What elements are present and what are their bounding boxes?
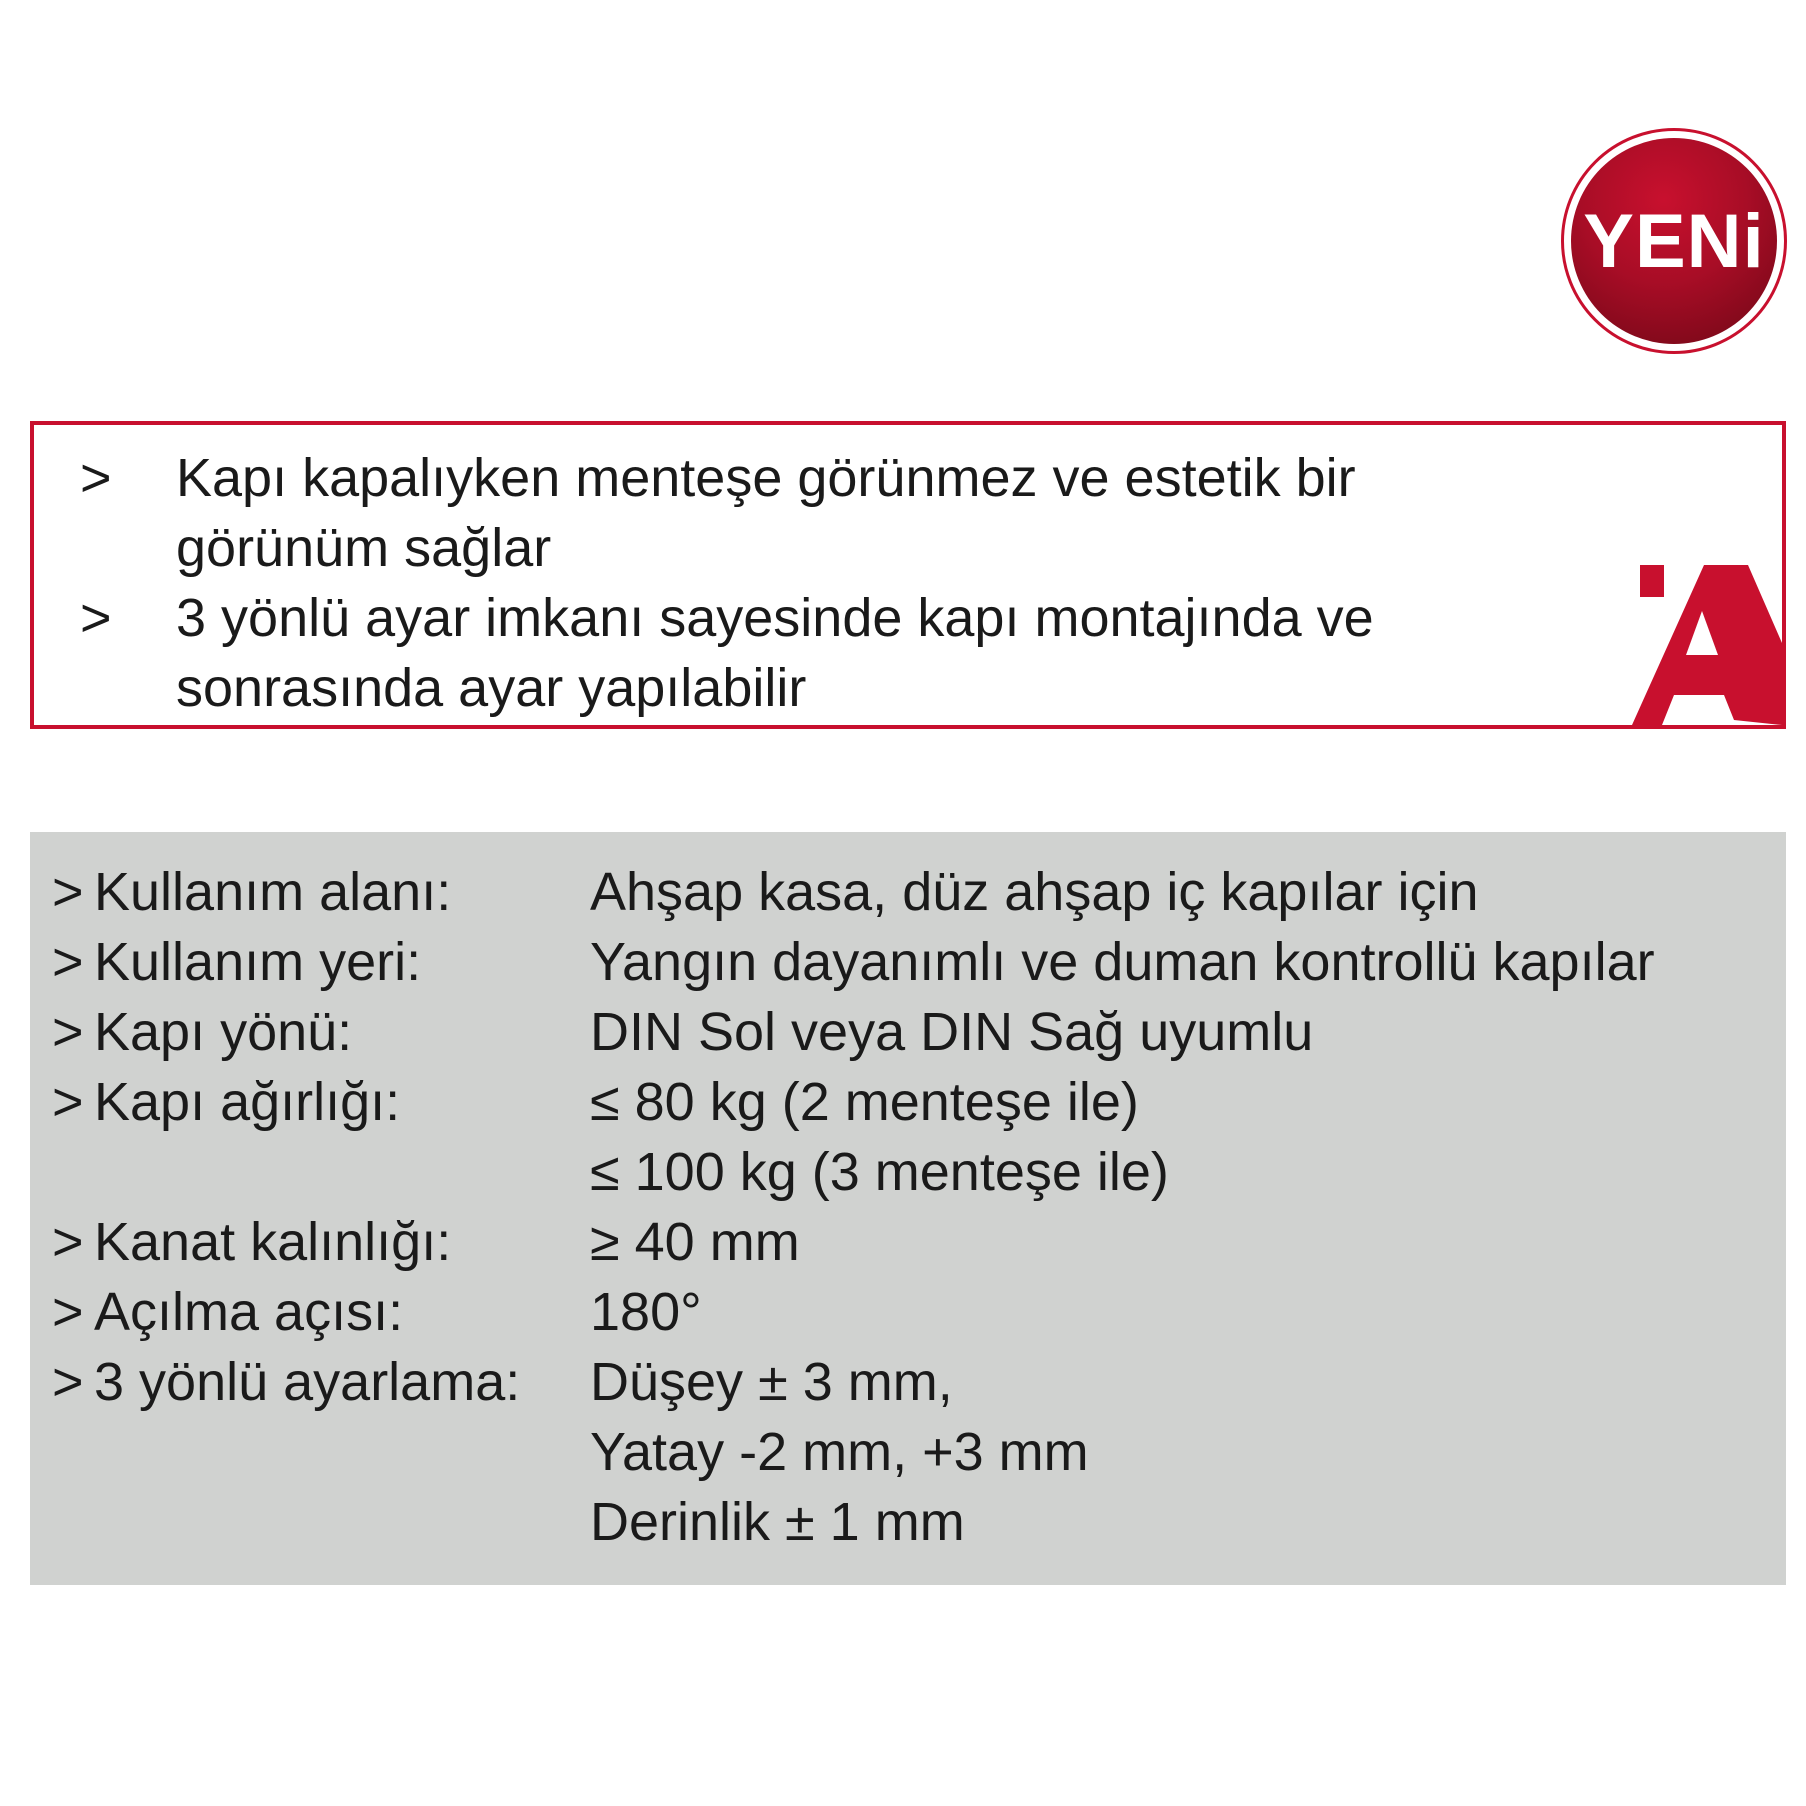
feature-box — [30, 421, 1786, 729]
bullet-marker: > — [80, 588, 112, 648]
spec-label: Kullanım alanı: — [94, 862, 452, 922]
bullet-marker: > — [52, 1212, 84, 1272]
bullet-marker: > — [52, 1282, 84, 1342]
spec-values — [590, 1277, 1740, 1347]
spec-value: Ahşap kasa, düz ahşap iç kapılar için — [590, 862, 1479, 922]
bullet-marker: > — [52, 862, 84, 922]
spec-row — [52, 997, 1740, 1067]
spec-values — [590, 857, 1740, 927]
spec-table — [52, 857, 1740, 1557]
spec-value: ≤ 80 kg (2 menteşe ile) — [590, 1072, 1139, 1132]
spec-value: DIN Sol veya DIN Sağ uyumlu — [590, 1002, 1314, 1062]
spec-label: 3 yönlü ayarlama: — [94, 1352, 521, 1412]
spec-row — [52, 927, 1740, 997]
bullet-marker: > — [80, 448, 112, 508]
spec-value: Derinlik ± 1 mm — [590, 1492, 965, 1552]
feature-list — [80, 443, 1640, 723]
spec-row — [52, 1207, 1740, 1277]
spec-value: 180° — [590, 1282, 702, 1342]
bullet-marker: > — [52, 1072, 84, 1132]
spec-row — [52, 857, 1740, 927]
spec-values — [590, 997, 1740, 1067]
bullet-marker: > — [52, 1352, 84, 1412]
spec-value: Düşey ± 3 mm, — [590, 1352, 953, 1412]
new-badge-circle — [1571, 138, 1777, 344]
spec-label: Kapı yönü: — [94, 1002, 353, 1062]
new-badge — [1561, 128, 1787, 354]
spec-value: ≤ 100 kg (3 menteşe ile) — [590, 1142, 1169, 1202]
feature-text: Kapı kapalıyken menteşe görünmez ve estetik bir görünüm sağlar — [176, 448, 1356, 578]
bullet-marker: > — [52, 932, 84, 992]
spec-value: Yatay -2 mm, +3 mm — [590, 1422, 1089, 1482]
feature-item — [80, 443, 1640, 583]
spec-values — [590, 1347, 1740, 1557]
feature-item — [80, 583, 1640, 723]
spec-row — [52, 1067, 1740, 1207]
brand-logo-icon — [1632, 565, 1782, 725]
feature-text: 3 yönlü ayar imkanı sayesinde kapı montajında ve sonrasında ayar yapılabilir — [176, 588, 1374, 718]
spec-values — [590, 1207, 1740, 1277]
new-badge-text: YENi — [1583, 198, 1765, 284]
spec-row — [52, 1277, 1740, 1347]
spec-label: Açılma açısı: — [94, 1282, 404, 1342]
spec-label: Kullanım yeri: — [94, 932, 422, 992]
spec-value: ≥ 40 mm — [590, 1212, 800, 1272]
spec-values — [590, 1067, 1740, 1207]
spec-label: Kapı ağırlığı: — [94, 1072, 401, 1132]
spec-row — [52, 1347, 1740, 1557]
spec-panel — [30, 832, 1786, 1585]
spec-label: Kanat kalınlığı: — [94, 1212, 452, 1272]
spec-value: Yangın dayanımlı ve duman kontrollü kapılar — [590, 932, 1655, 992]
spec-values — [590, 927, 1740, 997]
bullet-marker: > — [52, 1002, 84, 1062]
